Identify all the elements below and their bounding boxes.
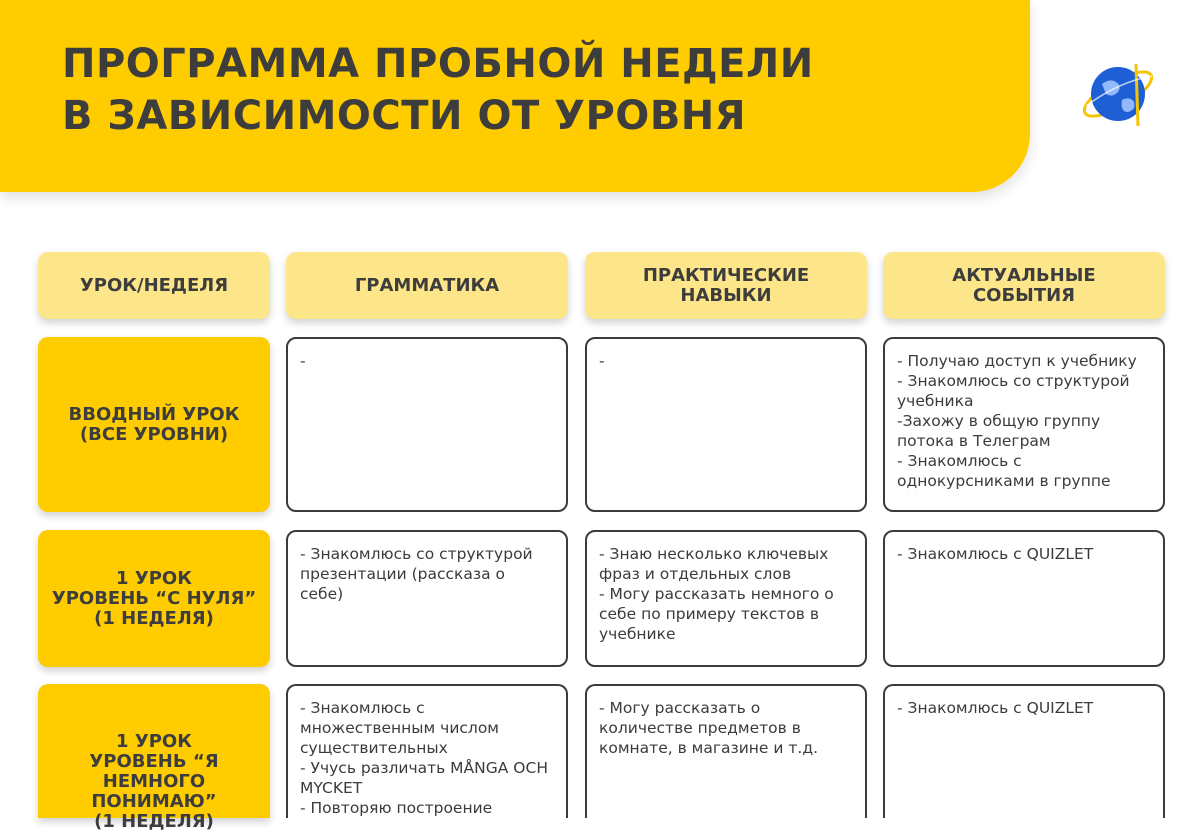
cell-elementary-events: - Знакомлюсь с QUIZLET xyxy=(883,684,1165,818)
cell-intro-grammar: - xyxy=(286,337,568,512)
column-header-skills xyxy=(585,252,867,319)
column-header-lesson xyxy=(38,252,270,319)
title-line-1: ПРОГРАММА ПРОБНОЙ НЕДЕЛИ xyxy=(62,41,814,87)
cell-intro-skills: - xyxy=(585,337,867,512)
cell-elementary-skills: - Могу рассказать о количестве предметов в комнате, в магазине и т.д. xyxy=(585,684,867,818)
title-line-2: В ЗАВИСИМОСТИ ОТ УРОВНЯ xyxy=(62,93,747,139)
column-header-lesson-label: УРОК/НЕДЕЛЯ xyxy=(79,274,229,296)
cell-elementary-grammar: - Знакомлюсь с множественным числом существительных - Учусь различать MÅNGA ОСН MYCKET - Повторяю построение xyxy=(286,684,568,818)
row-label-beginner-text: 1 УРОК УРОВЕНЬ “С НУЛЯ” (1 НЕДЕЛЯ) xyxy=(51,567,257,629)
row-label-intro-text: ВВОДНЫЙ УРОК (ВСЕ УРОВНИ) xyxy=(68,403,240,445)
row-label-elementary-text: 1 УРОК УРОВЕНЬ “Я НЕМНОГО ПОНИМАЮ” (1 НЕДЕЛЯ) xyxy=(89,731,219,832)
cell-beginner-grammar: - Знакомлюсь со структурой презентации (рассказа о себе) xyxy=(286,530,568,667)
cell-intro-events: - Получаю доступ к учебнику - Знакомлюсь со структурой учебника -Захожу в общую группу потока в Телеграм - Знакомлюсь с однокурсниками в группе xyxy=(883,337,1165,512)
page-title xyxy=(62,38,814,142)
column-header-grammar-label: ГРАММАТИКА xyxy=(354,274,500,296)
column-header-events xyxy=(883,252,1165,319)
column-header-grammar xyxy=(286,252,568,319)
column-header-events-label: АКТУАЛЬНЫЕ СОБЫТИЯ xyxy=(952,264,1096,306)
cell-beginner-skills: - Знаю несколько ключевых фраз и отдельных слов - Могу рассказать немного о себе по примеру текстов в учебнике xyxy=(585,530,867,667)
column-header-skills-label: ПРАКТИЧЕСКИЕ НАВЫКИ xyxy=(642,264,810,306)
row-label-elementary xyxy=(38,684,270,832)
cell-beginner-events: - Знакомлюсь с QUIZLET xyxy=(883,530,1165,667)
globe-logo-icon xyxy=(1078,54,1158,134)
row-label-intro xyxy=(38,337,270,512)
row-label-beginner xyxy=(38,530,270,667)
